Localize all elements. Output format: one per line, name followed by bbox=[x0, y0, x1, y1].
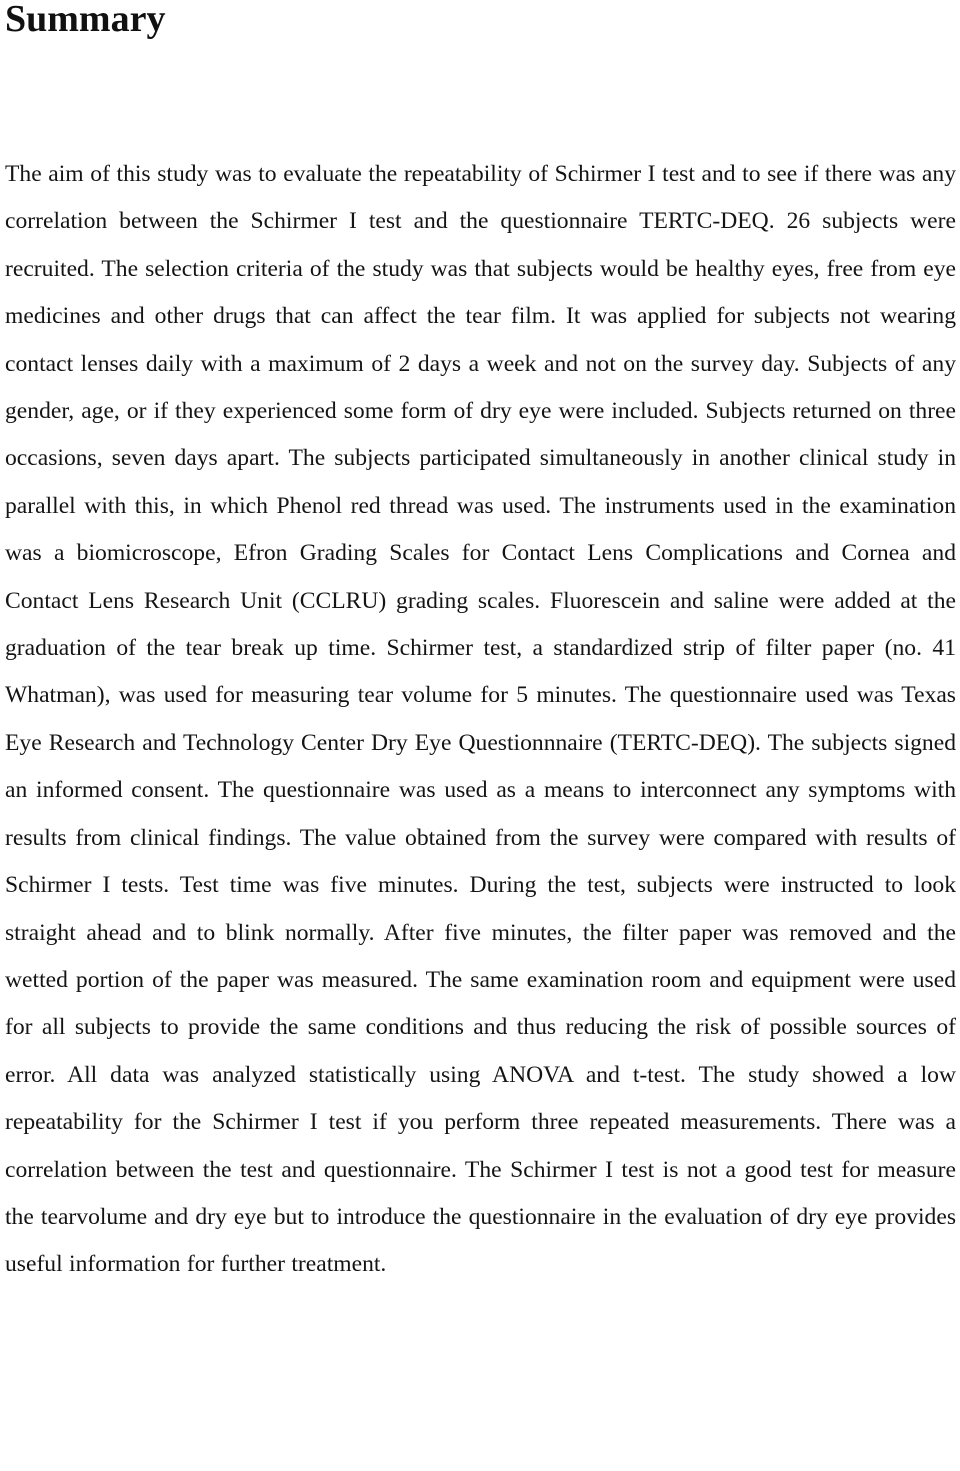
section-heading: Summary bbox=[5, 0, 166, 40]
summary-paragraph: The aim of this study was to evaluate the repeatability of Schirmer I test and to see if there was any correlation between the Schirmer I test and the questionnaire TERTC-DEQ. 26 subjects were recruited. The selection criteria of the study was that subjects would be healthy eyes, free from eye medicines and other drugs that can affect the tear film. It was applied for subjects not wearing contact lenses daily with a maximum of 2 days a week and not on the survey day. Subjects of any gender, age, or if they experienced some form of dry eye were included. Subjects returned on three occasions, seven days apart. The subjects participated simultaneously in another clinical study in parallel with this, in which Phenol red thread was used. The instruments used in the examination was a biomicroscope, Efron Grading Scales for Contact Lens Complications and Cornea and Contact Lens Research Unit (CCLRU) grading scales. Fluorescein and saline were added at the graduation of the tear break up time. Schirmer test, a standardized strip of filter paper (no. 41 Whatman), was used for measuring tear volume for 5 minutes. The questionnaire used was Texas Eye Research and Technology Center Dry Eye Questionnnaire (TERTC-DEQ). The subjects signed an informed consent. The questionnaire was used as a means to interconnect any symptoms with results from clinical findings. The value obtained from the survey were compared with results of Schirmer I tests. Test time was five minutes. During the test, subjects were instructed to look straight ahead and to blink normally. After five minutes, the filter paper was removed and the wetted portion of the paper was measured. The same examination room and equipment were used for all subjects to provide the same conditions and thus reducing the risk of possible sources of error. All data was analyzed statistically using ANOVA and t-test. The study showed a low repeatability for the Schirmer I test if you perform three repeated measurements. There was a correlation between the test and questionnaire. The Schirmer I test is not a good test for measure the tearvolume and dry eye but to introduce the questionnaire in the evaluation of dry eye provides useful information for further treatment. bbox=[5, 161, 956, 1278]
